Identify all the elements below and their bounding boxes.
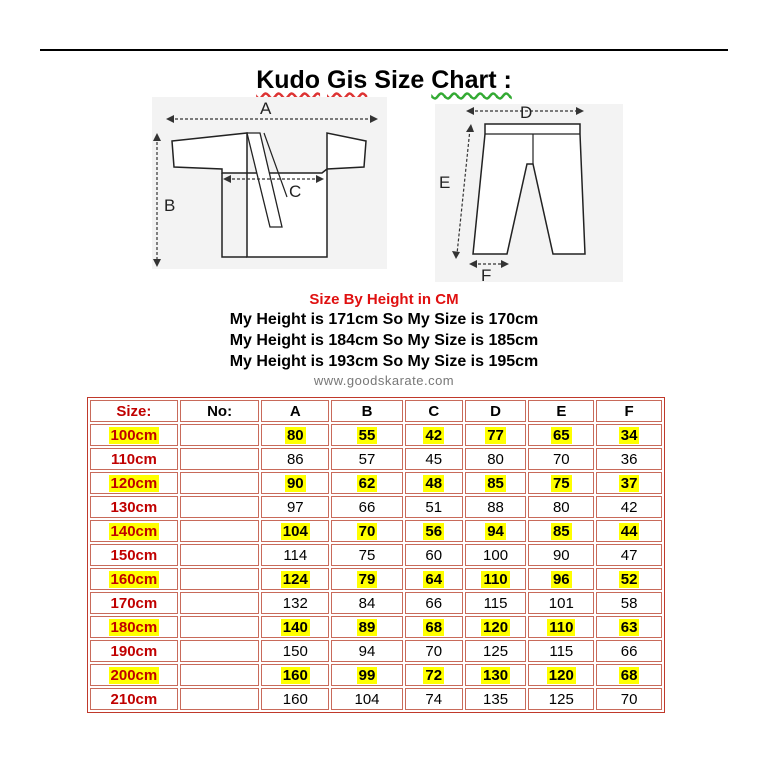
- value-cell-a: [261, 592, 329, 614]
- value-cell-a: [261, 424, 329, 446]
- value-cell-e: [528, 568, 594, 590]
- header-no: No:: [180, 400, 260, 422]
- label-b: B: [164, 196, 176, 215]
- no-cell: [180, 688, 260, 710]
- value-cell-c: [405, 616, 463, 638]
- value-cell-f: [596, 616, 662, 638]
- value-cell-a: [261, 496, 329, 518]
- no-cell: [180, 448, 260, 470]
- header-a: A: [261, 400, 329, 422]
- example-line-3: My Height is 193cm So My Size is 195cm: [229, 353, 539, 370]
- value-cell-b-text: 70: [358, 522, 376, 540]
- title-word-size: Size: [374, 66, 425, 94]
- value-cell-c-text: 68: [425, 618, 443, 636]
- no-cell: [180, 640, 260, 662]
- value-cell-b: [331, 688, 403, 710]
- value-cell-d-text: 115: [483, 594, 508, 612]
- value-cell-d-text: 120: [483, 618, 509, 636]
- size-cell: [90, 688, 178, 710]
- value-cell-e-text: 125: [548, 690, 574, 708]
- value-cell-d-text: 88: [487, 498, 504, 516]
- value-cell-a-text: 150: [282, 642, 308, 660]
- value-cell-a-text: 97: [286, 498, 304, 516]
- value-cell-c: [405, 568, 463, 590]
- value-cell-f: [596, 448, 662, 470]
- value-cell-f-text: 66: [620, 642, 638, 660]
- value-cell-c-text: 72: [425, 666, 443, 684]
- value-cell-b: [331, 616, 403, 638]
- value-cell-a-text: 140: [282, 618, 308, 636]
- value-cell-d: [465, 568, 527, 590]
- table-row: [90, 472, 662, 494]
- value-cell-d: [465, 496, 527, 518]
- header-f: F: [596, 400, 662, 422]
- size-cell-text: 160cm: [110, 570, 158, 588]
- value-cell-f-text: 70: [620, 690, 638, 708]
- no-cell: [180, 568, 260, 590]
- size-cell: [90, 472, 178, 494]
- value-cell-c-text: 51: [425, 498, 443, 516]
- header-c: C: [405, 400, 463, 422]
- label-e: E: [439, 173, 451, 192]
- value-cell-c-text: 48: [425, 474, 443, 492]
- value-cell-a: [261, 616, 329, 638]
- value-cell-e-text: 85: [552, 522, 570, 540]
- value-cell-f-text: 47: [620, 546, 638, 564]
- table-row: [90, 664, 662, 686]
- value-cell-f-text: 34: [620, 426, 638, 444]
- table-row: [90, 688, 662, 710]
- value-cell-f-text: 58: [620, 594, 638, 612]
- size-table: [87, 397, 665, 713]
- header-d: D: [465, 400, 527, 422]
- value-cell-f-text: 36: [620, 450, 638, 468]
- size-cell-text: 200cm: [110, 666, 158, 684]
- value-cell-b-text: 84: [358, 594, 376, 612]
- value-cell-e: [528, 640, 594, 662]
- subtitle: Size By Height in CM: [309, 291, 459, 308]
- pants-diagram: [435, 104, 623, 282]
- value-cell-f-text: 63: [620, 618, 638, 636]
- value-cell-f-text: 37: [620, 474, 638, 492]
- size-cell-text: 180cm: [110, 618, 158, 636]
- size-cell-text: 150cm: [110, 546, 158, 564]
- value-cell-b: [331, 424, 403, 446]
- value-cell-b-text: 99: [358, 666, 376, 684]
- label-f: F: [481, 266, 492, 282]
- value-cell-b-text: 57: [358, 450, 376, 468]
- value-cell-d: [465, 520, 527, 542]
- value-cell-d: [465, 688, 527, 710]
- value-cell-c: [405, 544, 463, 566]
- value-cell-b: [331, 592, 403, 614]
- no-cell: [180, 472, 260, 494]
- size-cell: [90, 496, 178, 518]
- value-cell-d: [465, 592, 527, 614]
- value-cell-f: [596, 592, 662, 614]
- value-cell-b-text: 89: [358, 618, 376, 636]
- value-cell-f-text: 44: [620, 522, 638, 540]
- no-cell: [180, 520, 260, 542]
- size-cell: [90, 448, 178, 470]
- page-title: [0, 66, 768, 95]
- value-cell-f: [596, 568, 662, 590]
- value-cell-c: [405, 664, 463, 686]
- value-cell-b-text: 62: [358, 474, 376, 492]
- value-cell-f: [596, 640, 662, 662]
- size-cell-text: 140cm: [110, 522, 158, 540]
- no-cell: [180, 616, 260, 638]
- value-cell-b: [331, 640, 403, 662]
- value-cell-c-text: 56: [425, 522, 443, 540]
- value-cell-a-text: 114: [283, 546, 308, 564]
- size-cell: [90, 640, 178, 662]
- value-cell-d-text: 85: [487, 474, 504, 492]
- value-cell-a: [261, 640, 329, 662]
- no-cell: [180, 664, 260, 686]
- example-line-2: My Height is 184cm So My Size is 185cm: [229, 332, 539, 349]
- value-cell-c-text: 70: [425, 642, 443, 660]
- value-cell-c: [405, 592, 463, 614]
- value-cell-d: [465, 424, 527, 446]
- value-cell-e-text: 65: [552, 426, 570, 444]
- value-cell-a-text: 80: [286, 426, 304, 444]
- size-cell-text: 110cm: [110, 450, 157, 468]
- table-row: [90, 568, 662, 590]
- value-cell-e: [528, 520, 594, 542]
- header-e: E: [528, 400, 594, 422]
- value-cell-d-text: 135: [483, 690, 509, 708]
- value-cell-c: [405, 496, 463, 518]
- size-cell: [90, 424, 178, 446]
- value-cell-f: [596, 496, 662, 518]
- value-cell-d: [465, 448, 527, 470]
- value-cell-f-text: 52: [620, 570, 638, 588]
- size-cell-text: 100cm: [110, 426, 158, 444]
- value-cell-e: [528, 688, 594, 710]
- size-cell-text: 120cm: [110, 474, 158, 492]
- size-cell: [90, 616, 178, 638]
- value-cell-b: [331, 448, 403, 470]
- table-row: [90, 544, 662, 566]
- value-cell-e-text: 110: [549, 618, 574, 636]
- value-cell-f-text: 42: [620, 498, 638, 516]
- value-cell-e: [528, 496, 594, 518]
- value-cell-b-text: 104: [354, 690, 380, 708]
- value-cell-a-text: 132: [282, 594, 308, 612]
- value-cell-c: [405, 424, 463, 446]
- value-cell-d-text: 110: [483, 570, 508, 588]
- size-cell-text: 130cm: [110, 498, 158, 516]
- value-cell-b: [331, 472, 403, 494]
- value-cell-a: [261, 688, 329, 710]
- value-cell-d-text: 100: [483, 546, 509, 564]
- table-row: [90, 520, 662, 542]
- value-cell-d-text: 77: [487, 426, 504, 444]
- value-cell-e-text: 80: [552, 498, 570, 516]
- value-cell-e: [528, 424, 594, 446]
- value-cell-a-text: 160: [282, 666, 308, 684]
- value-cell-c: [405, 448, 463, 470]
- value-cell-c-text: 60: [425, 546, 443, 564]
- value-cell-e-text: 101: [548, 594, 574, 612]
- size-cell: [90, 664, 178, 686]
- value-cell-b-text: 94: [358, 642, 376, 660]
- value-cell-b-text: 55: [358, 426, 376, 444]
- value-cell-e-text: 75: [552, 474, 570, 492]
- value-cell-b-text: 75: [358, 546, 376, 564]
- size-instructions: [0, 290, 768, 389]
- size-cell: [90, 520, 178, 542]
- value-cell-d: [465, 664, 527, 686]
- size-cell-text: 190cm: [110, 642, 158, 660]
- title-word-kudo: Kudo: [256, 66, 321, 94]
- example-line-1: My Height is 171cm So My Size is 170cm: [229, 311, 539, 328]
- no-cell: [180, 592, 260, 614]
- value-cell-d-text: 125: [483, 642, 509, 660]
- no-cell: [180, 496, 260, 518]
- table-row: [90, 448, 662, 470]
- value-cell-b: [331, 664, 403, 686]
- table-row: [90, 640, 662, 662]
- value-cell-e: [528, 592, 594, 614]
- value-cell-c-text: 66: [425, 594, 443, 612]
- value-cell-d: [465, 616, 527, 638]
- value-cell-f-text: 68: [620, 666, 638, 684]
- value-cell-b-text: 66: [358, 498, 376, 516]
- value-cell-c: [405, 640, 463, 662]
- value-cell-f: [596, 424, 662, 446]
- value-cell-d: [465, 472, 527, 494]
- title-word-gis: Gis: [327, 66, 368, 94]
- value-cell-f: [596, 688, 662, 710]
- value-cell-a: [261, 664, 329, 686]
- value-cell-a-text: 104: [282, 522, 308, 540]
- value-cell-e: [528, 544, 594, 566]
- value-cell-f: [596, 520, 662, 542]
- value-cell-c-text: 74: [425, 690, 443, 708]
- value-cell-b: [331, 496, 403, 518]
- value-cell-c-text: 42: [425, 426, 443, 444]
- value-cell-f: [596, 664, 662, 686]
- table-row: [90, 616, 662, 638]
- table-row: [90, 424, 662, 446]
- value-cell-b: [331, 520, 403, 542]
- value-cell-c-text: 64: [425, 570, 443, 588]
- value-cell-b: [331, 544, 403, 566]
- value-cell-e-text: 90: [552, 546, 570, 564]
- top-rule: [40, 49, 728, 51]
- table-row: [90, 592, 662, 614]
- value-cell-e: [528, 472, 594, 494]
- value-cell-e: [528, 616, 594, 638]
- value-cell-a-text: 90: [286, 474, 304, 492]
- value-cell-d: [465, 640, 527, 662]
- value-cell-e-text: 96: [552, 570, 570, 588]
- value-cell-a: [261, 448, 329, 470]
- header-b: B: [331, 400, 403, 422]
- size-cell-text: 170cm: [110, 594, 158, 612]
- size-cell: [90, 544, 178, 566]
- value-cell-a: [261, 520, 329, 542]
- value-cell-c: [405, 472, 463, 494]
- value-cell-a-text: 124: [282, 570, 308, 588]
- value-cell-d: [465, 544, 527, 566]
- value-cell-c: [405, 688, 463, 710]
- no-cell: [180, 544, 260, 566]
- value-cell-c: [405, 520, 463, 542]
- value-cell-f: [596, 544, 662, 566]
- table-header-row: [90, 400, 662, 422]
- label-a: A: [260, 99, 272, 118]
- jacket-diagram: [152, 97, 387, 269]
- label-d: D: [520, 104, 533, 122]
- value-cell-c-text: 45: [425, 450, 443, 468]
- value-cell-e-text: 115: [549, 642, 574, 660]
- value-cell-e: [528, 448, 594, 470]
- value-cell-a: [261, 472, 329, 494]
- no-cell: [180, 424, 260, 446]
- value-cell-b: [331, 568, 403, 590]
- value-cell-e-text: 70: [552, 450, 570, 468]
- value-cell-a-text: 86: [286, 450, 304, 468]
- website-watermark: www.goodskarate.com: [313, 373, 455, 388]
- size-cell: [90, 568, 178, 590]
- header-size: Size:: [90, 400, 178, 422]
- value-cell-e: [528, 664, 594, 686]
- value-cell-a-text: 160: [282, 690, 308, 708]
- size-cell: [90, 592, 178, 614]
- label-c: C: [289, 182, 302, 201]
- table-row: [90, 496, 662, 518]
- size-cell-text: 210cm: [110, 690, 158, 708]
- value-cell-d-text: 80: [487, 450, 504, 468]
- value-cell-f: [596, 472, 662, 494]
- value-cell-e-text: 120: [548, 666, 574, 684]
- value-cell-d-text: 94: [487, 522, 504, 540]
- value-cell-d-text: 130: [483, 666, 509, 684]
- value-cell-b-text: 79: [358, 570, 376, 588]
- value-cell-a: [261, 544, 329, 566]
- value-cell-a: [261, 568, 329, 590]
- title-word-chart: Chart :: [431, 66, 512, 94]
